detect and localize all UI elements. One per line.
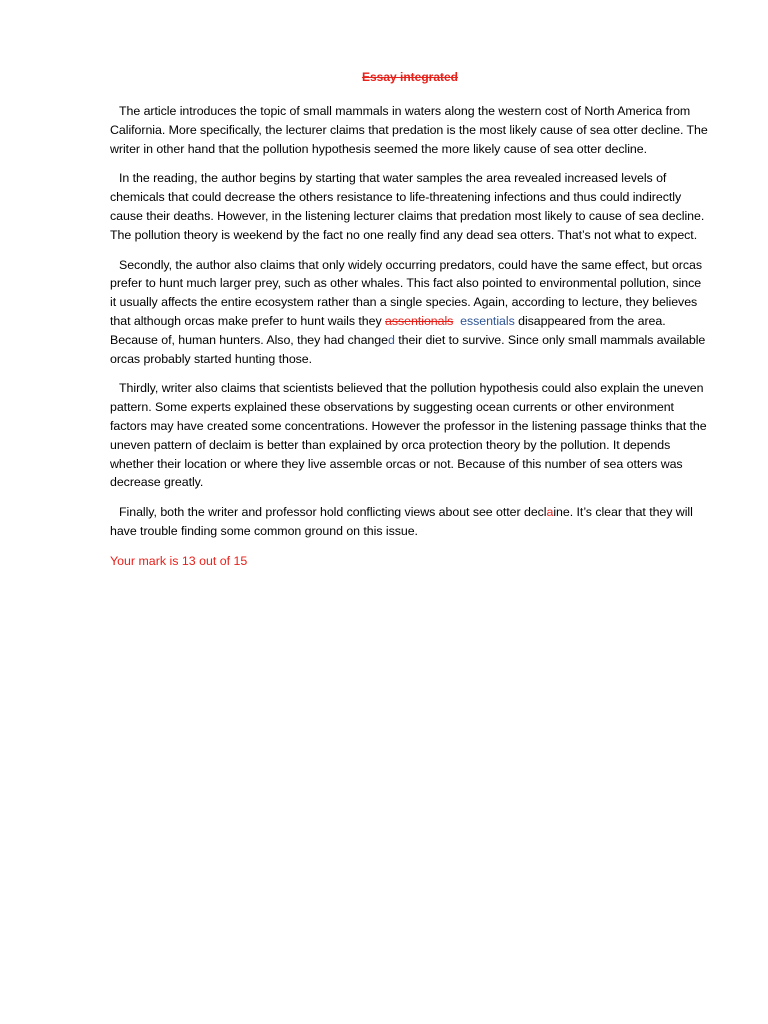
- struck-word: assentionals: [385, 313, 454, 328]
- paragraph-2-text: In the reading, the author begins by starting that water samples the area revealed increased levels of chemicals that could decrease the others resistance to life-threatening infections and thus could indirectly cause their deaths. However, in the listening lecturer claims that predation most likely to cause of sea decline. The pollution theory is weekend by the fact no one really find any dead sea otters. That’s not what to expect.: [110, 171, 705, 242]
- inserted-letter: d: [387, 332, 395, 347]
- inserted-letter-red: a: [546, 505, 554, 520]
- paragraph-5-text-after: ine. It’s clear that they will have trouble finding some common ground on this issue.: [110, 505, 693, 538]
- essay-title: Essay integrated: [361, 70, 459, 84]
- paragraph-4-text: Thirdly, writer also claims that scientists believed that the pollution hypothesis could also explain the uneven pattern. Some experts explained these observations by suggesting ocean currents or other environment factors may have created some concentrations. However the professor in the listening passage thinks that the uneven pattern of declaim is better than explained by orca protection theory by the pollution. It depends whether their location or where they live assemble orcas or not. Because of this number of sea otters was decrease greatly.: [110, 381, 707, 490]
- paragraph-1: [110, 102, 710, 158]
- paragraph-2: [110, 169, 710, 244]
- paragraph-1-text: The article introduces the topic of small mammals in waters along the western cost of North America from California. More specifically, the lecturer claims that predation is the most likely cause of sea otter decline. The writer in other hand that the pollution hypothesis seemed the more likely cause of sea otter decline.: [110, 104, 708, 156]
- paragraph-3-text-after: their diet to survive. Since only small mammals available orcas probably started hunting those.: [110, 332, 706, 366]
- paragraph-3-text-middle: disappeared from the area. Because of, human hunters. Also, they had change: [110, 313, 666, 347]
- paragraph-3: [110, 256, 710, 369]
- paragraph-5-text-before: Finally, both the writer and professor hold conflicting views about see otter decl: [119, 505, 547, 520]
- paragraph-4: [110, 379, 710, 492]
- essay-document: [110, 68, 710, 571]
- score-mark: Your mark is 13 out of 15: [110, 553, 248, 568]
- correction-word: essentials: [460, 313, 515, 328]
- paragraph-5: [110, 503, 710, 541]
- paragraph-3-text-before: Secondly, the author also claims that only widely occurring predators, could have the same effect, but orcas prefer to hunt much larger prey, such as other whales. This fact also pointed to environmental pollution, since it usually affects the entire ecosystem rather than a single species. Again, according to lecture, they believes that although orcas make prefer to hunt wails they: [110, 257, 703, 328]
